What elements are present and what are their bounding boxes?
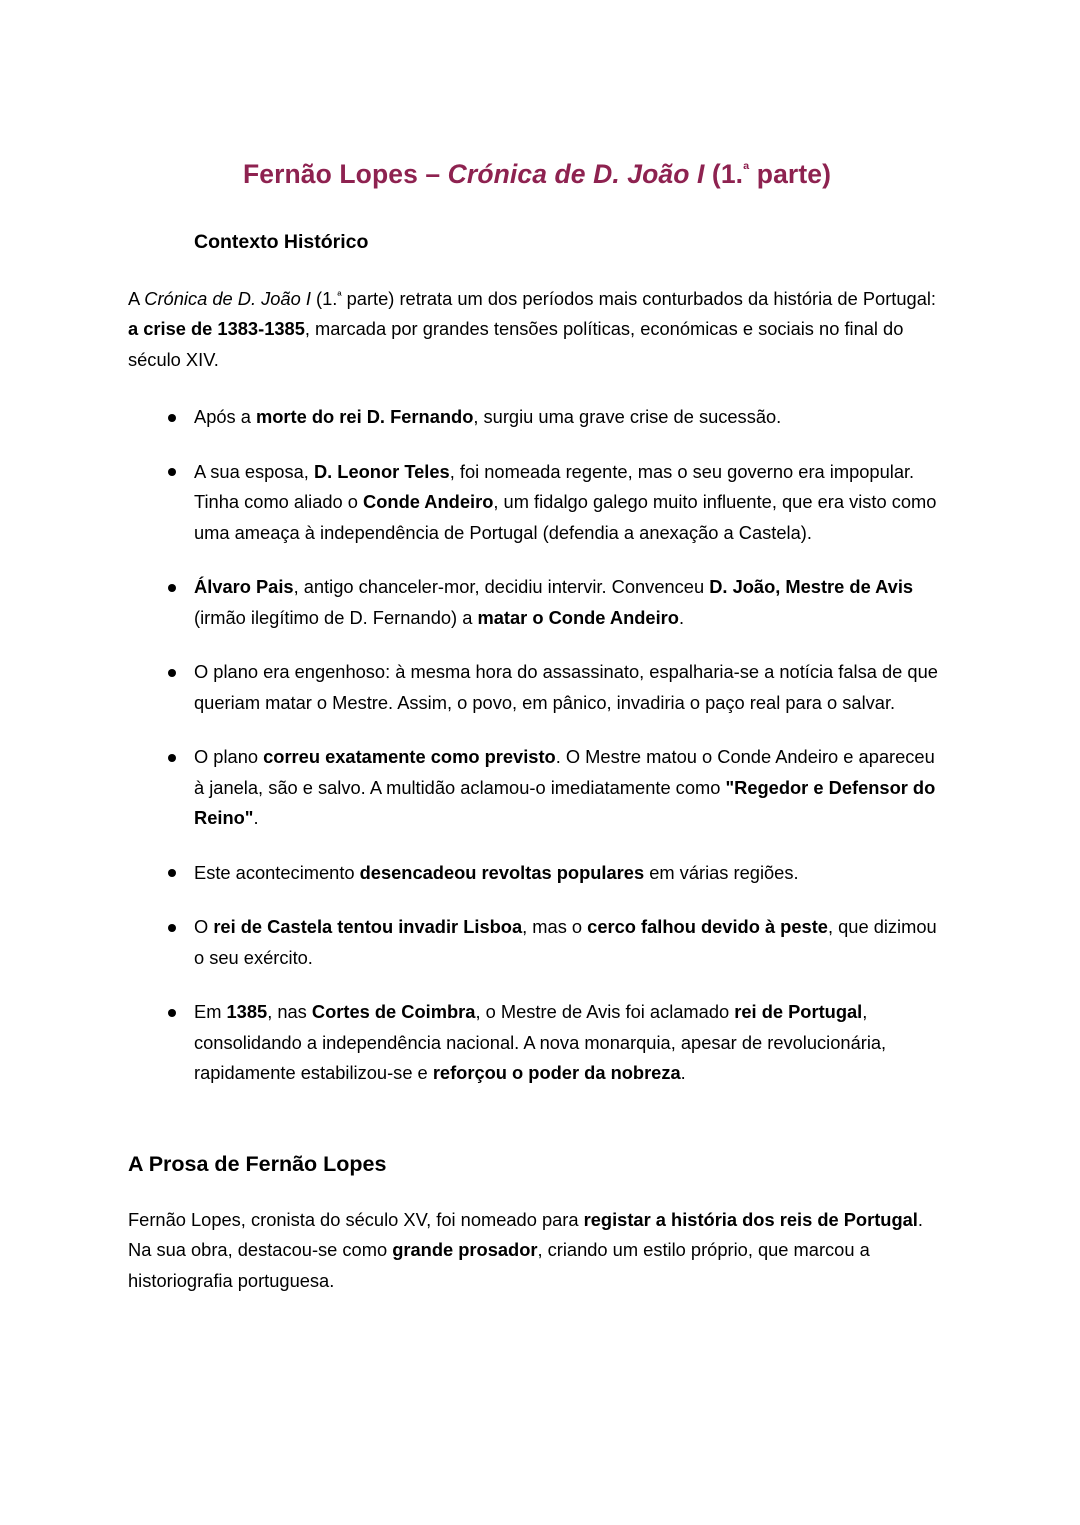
list-item-text (194, 916, 937, 968)
bullet-dot-icon (168, 584, 176, 592)
bullet-dot-icon (168, 869, 176, 877)
list-item-2-run-2: D. João, Mestre de Avis (709, 576, 914, 598)
list-item-text (194, 661, 938, 713)
list-item-3-run-0: O plano era engenhoso: à mesma hora do assassinato, espalharia-se a notícia falsa de que queriam matar o Mestre. Assim, o povo, em pânico, invadiria o paço real para o salvar. (194, 661, 938, 713)
list-item-6-run-0: O (194, 916, 214, 938)
list-item-1-sub-run-2: , um fidalgo galego muito influente, que era visto como uma ameaça à independência de Portugal (defendia a anexação a Castela). (194, 491, 937, 543)
list-item-4-run-1: correu exatamente como previsto (263, 746, 556, 768)
list-item-0-run-1: morte do rei D. Fernando (256, 406, 474, 428)
list-item-2-run-5: . (678, 606, 685, 628)
list-item-7-run-0: Em (194, 1001, 227, 1023)
list-item-text (194, 406, 781, 427)
bullet-dot-icon (168, 468, 176, 476)
intro-ordinal-indicator: ª (337, 289, 342, 302)
intro-seg-after-sup: parte) retrata um dos períodos mais conturbados da história de Portugal: (341, 287, 937, 309)
contexto-historico-bullet-list (128, 402, 946, 1089)
page-title-part-paren-close: parte) (749, 159, 832, 189)
prosa-paragraph-run-0: Fernão Lopes, cronista do século XV, foi nomeado para (128, 1208, 584, 1230)
list-item-4-run-3: "Regedor e Defensor do Reino" (194, 776, 936, 829)
list-item-2-run-0: Álvaro Pais (194, 576, 294, 598)
list-item-text (194, 746, 935, 828)
intro-seg-tail: , marcada por grandes tensões políticas, económicas e sociais no final do século XIV. (128, 318, 904, 370)
list-item-7-run-7: reforçou o poder da nobreza (432, 1062, 681, 1084)
list-item (128, 997, 946, 1089)
intro-seg-1: A (128, 287, 145, 309)
page-title-ordinal-indicator: ª (743, 160, 750, 179)
section-spacer (128, 1089, 946, 1151)
list-item-6-run-2: , mas o (522, 916, 588, 938)
prosa-paragraph (128, 1205, 946, 1297)
list-item-5-run-0: Este acontecimento (194, 861, 360, 883)
list-item (128, 657, 946, 718)
prosa-paragraph-run-2: . Na sua obra, destacou-se como (128, 1208, 923, 1261)
list-item-2-run-1: , antigo chanceler-mor, decidiu intervir. Convenceu (293, 576, 710, 598)
list-item-2-run-3: (irmão ilegítimo de D. Fernando) a (194, 606, 478, 628)
list-item-subtext (194, 487, 946, 548)
intro-paragraph (128, 284, 946, 376)
page-title-part-italic: Crónica de D. João I (447, 159, 705, 189)
bullet-dot-icon (168, 924, 176, 932)
list-item (128, 457, 946, 549)
list-item (128, 572, 946, 633)
list-item-4-run-2: . O Mestre matou o Conde Andeiro e apareceu à janela, são e salvo. A multidão aclamou-o imediatamente como (194, 746, 935, 798)
prosa-paragraph-run-3: grande prosador (392, 1239, 538, 1261)
list-item-1-run-1: D. Leonor Teles (313, 460, 450, 482)
list-item-0-run-0: Após a (194, 406, 256, 428)
list-item (128, 742, 946, 834)
intro-seg-paren-open: (1. (310, 287, 338, 309)
list-item-6-run-3: cerco falhou devido à peste (587, 916, 828, 938)
list-item-7-run-6: , consolidando a independência nacional. A nova monarquia, apesar de revolucionária, rapidamente estabilizou-se e (194, 1001, 887, 1084)
list-item-4-run-4: . (253, 807, 259, 829)
list-item (128, 402, 946, 433)
prosa-paragraph-run-4: , criando um estilo próprio, que marcou a historiografia portuguesa. (128, 1239, 870, 1291)
list-item-6-run-4: , que dizimou o seu exército. (194, 916, 937, 968)
page-title (128, 158, 946, 190)
section-heading-contexto-historico: Contexto Histórico (194, 231, 369, 254)
list-item-text (194, 461, 914, 482)
list-item-7-run-3: Cortes de Coimbra (311, 1001, 476, 1023)
list-item-1-run-2: , foi nomeada regente, mas o seu governo era impopular. (449, 460, 915, 482)
page-title-part-paren-open: (1. (704, 159, 744, 189)
list-item-1-sub-run-1: Conde Andeiro (363, 491, 494, 513)
list-item-0-run-2: , surgiu uma grave crise de sucessão. (473, 406, 782, 428)
bullet-dot-icon (168, 669, 176, 677)
list-item (128, 858, 946, 889)
list-item-4-run-0: O plano (194, 746, 264, 768)
page-title-part-plain: Fernão Lopes – (242, 159, 448, 189)
list-item-6-run-1: rei de Castela tentou invadir Lisboa (213, 916, 523, 938)
list-item-text (194, 862, 799, 883)
list-item-5-run-2: em várias regiões. (644, 861, 799, 883)
list-item-1-run-0: A sua esposa, (194, 460, 314, 482)
list-item-text (194, 576, 913, 628)
bullet-dot-icon (168, 414, 176, 422)
bullet-dot-icon (168, 1009, 176, 1017)
intro-seg-italic-title: Crónica de D. João I (144, 287, 311, 309)
list-item-7-run-4: , o Mestre de Avis foi aclamado (475, 1001, 735, 1023)
list-item (128, 912, 946, 973)
list-item-7-run-2: , nas (267, 1001, 312, 1023)
list-item-7-run-8: . (680, 1062, 686, 1084)
list-item-5-run-1: desencadeou revoltas populares (359, 861, 645, 883)
list-item-text (194, 1001, 886, 1083)
list-item-7-run-1: 1385 (226, 1001, 268, 1023)
list-item-2-run-4: matar o Conde Andeiro (477, 606, 679, 628)
intro-seg-bold-crise: a crise de 1383-1385 (128, 318, 305, 340)
bullet-dot-icon (168, 754, 176, 762)
section-heading-prosa-fernao-lopes: A Prosa de Fernão Lopes (128, 1151, 387, 1176)
document-content (128, 158, 946, 1296)
list-item-1-sub-run-0: Tinha como aliado o (194, 491, 364, 513)
list-item-7-run-5: rei de Portugal (734, 1001, 863, 1023)
prosa-paragraph-run-1: registar a história dos reis de Portugal (583, 1208, 918, 1230)
